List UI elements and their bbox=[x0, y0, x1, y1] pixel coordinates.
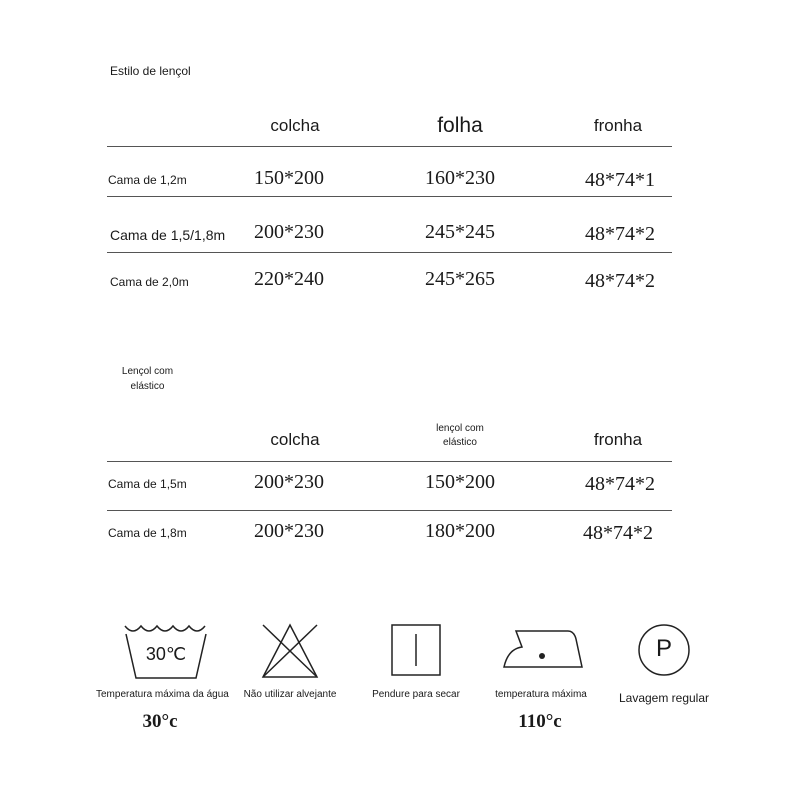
value-lencol: 180*200 bbox=[425, 520, 495, 542]
care-temp-value: 30°c bbox=[142, 711, 178, 732]
value-fronha: 48*74*2 bbox=[585, 473, 655, 495]
hang-dry-icon bbox=[391, 624, 441, 676]
value-fronha: 48*74*2 bbox=[585, 223, 655, 245]
value-colcha: 200*230 bbox=[254, 520, 324, 542]
table2-header-fronha: fronha bbox=[593, 430, 643, 449]
table1-divider bbox=[107, 196, 672, 197]
table1-header-folha: folha bbox=[437, 114, 483, 137]
care-label: Não utilizar alvejante bbox=[243, 689, 337, 700]
value-colcha: 150*200 bbox=[254, 167, 324, 189]
row-label: Cama de 1,2m bbox=[108, 173, 187, 187]
table1-divider bbox=[107, 146, 672, 147]
table1-header-colcha: colcha bbox=[270, 116, 320, 135]
value-folha: 160*230 bbox=[425, 167, 495, 189]
value-fronha: 48*74*2 bbox=[585, 270, 655, 292]
iron-icon bbox=[502, 623, 584, 671]
table2-header-lencol bbox=[405, 422, 515, 450]
table2-divider bbox=[107, 461, 672, 462]
table1-title: Estilo de lençol bbox=[110, 64, 191, 78]
value-fronha: 48*74*2 bbox=[583, 522, 653, 544]
table1-header-fronha: fronha bbox=[593, 116, 643, 135]
table2-title-line1: Lençol com bbox=[121, 366, 174, 377]
table2-header-lencol-line2: elástico bbox=[443, 437, 477, 448]
care-label: Lavagem regular bbox=[618, 691, 710, 705]
no-bleach-icon bbox=[259, 621, 321, 681]
table2-title-line2: elástico bbox=[130, 381, 165, 392]
care-label: Pendure para secar bbox=[372, 689, 460, 700]
value-folha: 245*265 bbox=[425, 268, 495, 290]
table2-header-colcha: colcha bbox=[270, 430, 320, 449]
table2-header-lencol-line1: lençol com bbox=[436, 423, 484, 434]
row-label: Cama de 1,5m bbox=[108, 477, 187, 491]
row-label: Cama de 1,5/1,8m bbox=[110, 227, 226, 243]
value-colcha: 200*230 bbox=[254, 221, 324, 243]
row-label: Cama de 1,8m bbox=[108, 526, 187, 540]
care-label: Temperatura máxima da água bbox=[96, 689, 229, 700]
table2-divider bbox=[107, 510, 672, 511]
value-colcha: 200*230 bbox=[254, 471, 324, 493]
table1-divider bbox=[107, 252, 672, 253]
value-folha: 245*245 bbox=[425, 221, 495, 243]
value-colcha: 220*240 bbox=[254, 268, 324, 290]
wash-temp-text: 30℃ bbox=[145, 644, 187, 664]
row-label: Cama de 2,0m bbox=[110, 275, 189, 289]
table2-title bbox=[110, 364, 185, 394]
p-letter: P bbox=[655, 635, 672, 662]
care-label: temperatura máxima bbox=[495, 689, 587, 700]
wash-30-icon bbox=[123, 622, 209, 680]
professional-clean-p-icon bbox=[637, 623, 691, 677]
care-temp-value: 110°c bbox=[518, 711, 562, 732]
value-fronha: 48*74*1 bbox=[585, 169, 655, 191]
value-lencol: 150*200 bbox=[425, 471, 495, 493]
